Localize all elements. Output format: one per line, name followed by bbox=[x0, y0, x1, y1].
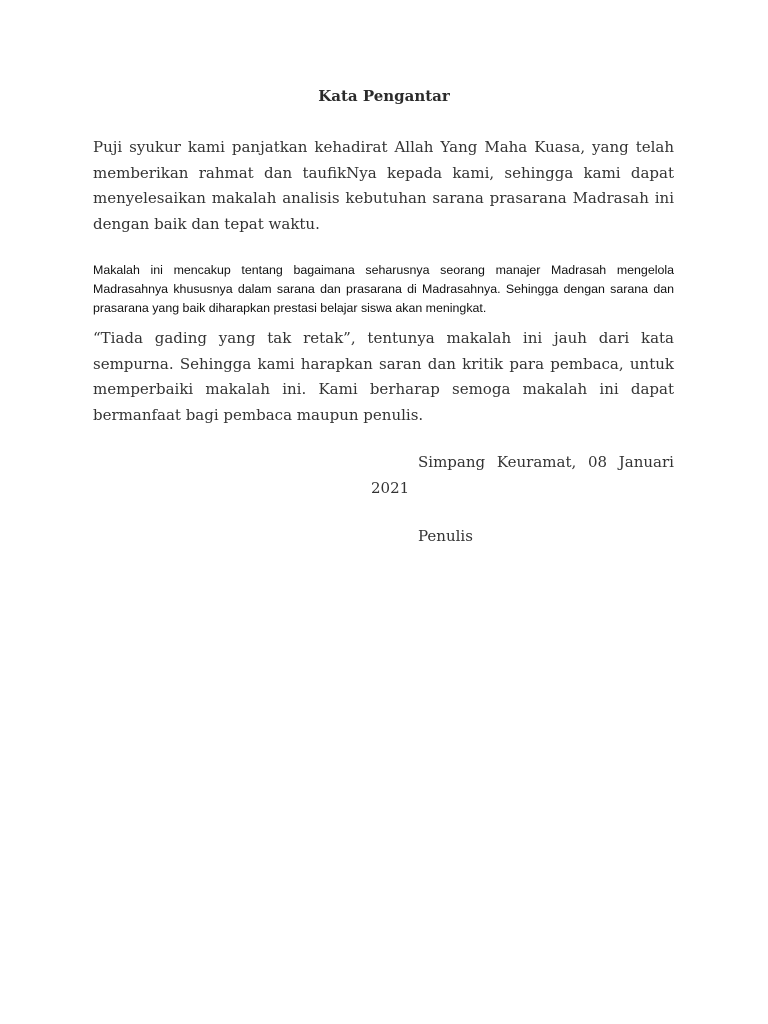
date-year: 2021 bbox=[371, 479, 410, 497]
author-signature: Penulis bbox=[418, 527, 473, 545]
date-month: Januari bbox=[618, 453, 674, 471]
closing-paragraph: “Tiada gading yang tak retak”, tentunya makalah ini jauh dari kata sempurna. Sehingga kami harapkan saran dan kritik para pembaca, untuk memperbaiki makalah ini. Kami berharap semoga makalah ini dapat bermanfaat bagi pembaca maupun penulis. bbox=[93, 329, 674, 424]
intro-paragraph: Puji syukur kami panjatkan kehadirat Allah Yang Maha Kuasa, yang telah memberikan rahmat dan taufikNya kepada kami, sehingga kami dapat menyelesaikan makalah analisis kebutuhan sarana prasarana Madrasah ini dengan baik dan tepat waktu. bbox=[93, 138, 674, 233]
place-date-line bbox=[418, 450, 674, 476]
scope-paragraph: Makalah ini mencakup tentang bagaimana seharusnya seorang manajer Madrasah mengelola Madrasahnya khususnya dalam sarana dan prasarana di Madrasahnya. Sehingga dengan sarana dan prasarana yang baik diharapkan prestasi belajar siswa akan meningkat. bbox=[93, 263, 674, 315]
date-day: 08 bbox=[587, 453, 608, 471]
document-title: Kata Pengantar bbox=[318, 87, 450, 105]
place-name: Simpang bbox=[418, 453, 486, 471]
place-name-2: Keuramat, bbox=[496, 453, 577, 471]
